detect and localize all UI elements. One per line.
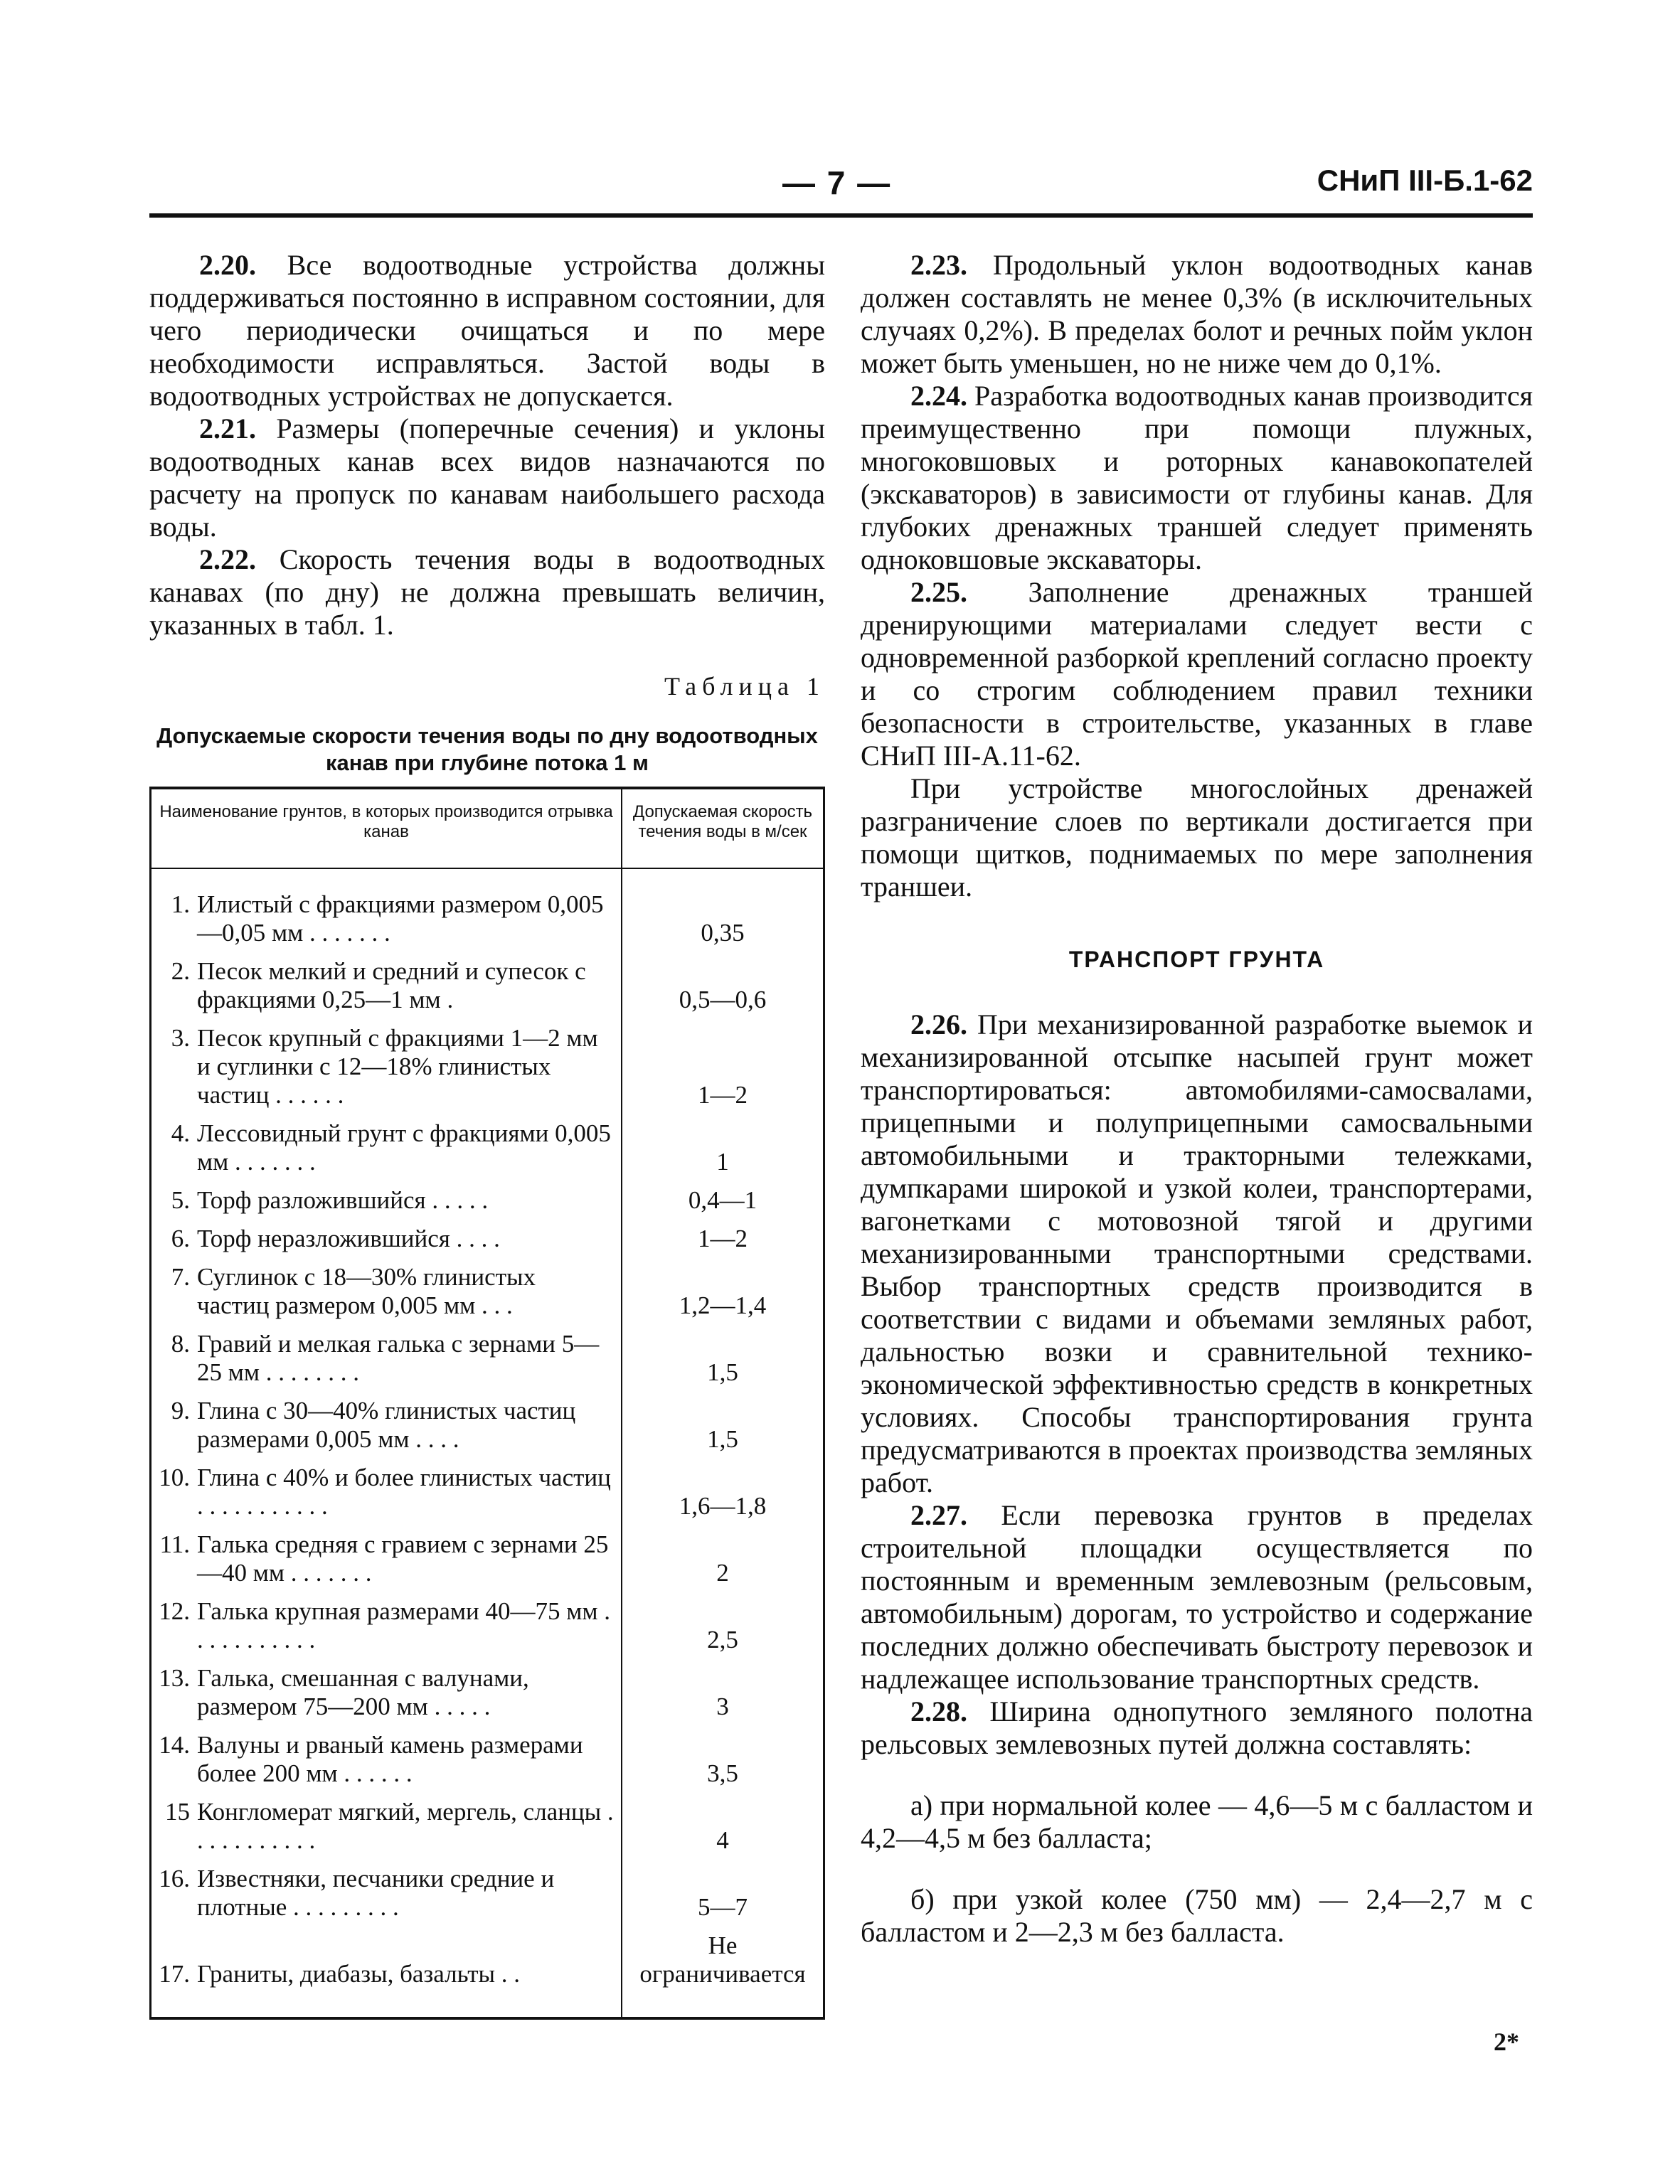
velocity-value: 2 [622, 1525, 824, 1592]
paragraph-2-22: 2.22. Скорость течения воды в водоотводных канавах (по дну) не должна превышать величин, указанных в табл. 1. [149, 543, 826, 641]
soil-name-cell [151, 1459, 622, 1525]
velocity-value: 1,5 [622, 1392, 824, 1459]
row-number: 14. [159, 1731, 190, 1759]
paragraph-2-25-continued: При устройстве многослойных дренажей разграничение слоев по вертикали достигается при помощи щитков, поднимаемых по мере заполнения траншеи. [861, 772, 1533, 902]
header-rule [149, 213, 1533, 218]
velocity-value: 1 [622, 1114, 824, 1181]
paragraph-2-28: 2.28. Ширина однопутного земляного полотна рельсовых землевозных путей должна составлять: [861, 1695, 1533, 1760]
table-row [151, 1220, 824, 1258]
soil-name-cell [151, 1220, 622, 1258]
soil-name-cell [151, 1114, 622, 1181]
soil-name-cell [151, 1592, 622, 1659]
paragraph-2-23: 2.23. Продольный уклон водоотводных канав должен составлять не менее 0,3% (в исключительных случаях 0,2%). В пределах болот и речных пойм уклон может быть уменьшен, но не ниже чем до 0,1%. [861, 249, 1533, 379]
table-row [151, 1592, 824, 1659]
table-row [151, 1927, 824, 2018]
column-header-soil: Наименование грунтов, в которых производится отрывка канав [151, 788, 622, 868]
soil-name-cell [151, 1258, 622, 1325]
table-row [151, 952, 824, 1019]
row-number: 1. [171, 890, 190, 918]
soil-name: Торф разложившийся . . . . . [197, 1186, 489, 1214]
soil-name-cell [151, 1392, 622, 1459]
list-item-a: а) при нормальной колее — 4,6—5 м с балластом и 4,2—4,5 м без балласта; [861, 1789, 1533, 1854]
velocity-value: 2,5 [622, 1592, 824, 1659]
velocity-value: 1,6—1,8 [622, 1459, 824, 1525]
paragraph-2-20: 2.20. Все водоотводные устройства должны поддерживаться постоянно в исправном состоянии, для чего периодически очищаться и по мере необходимости исправляться. Застой воды в водоотводных устройствах не допускается. [149, 249, 826, 412]
row-number: 12. [159, 1597, 190, 1625]
soil-name-cell [151, 868, 622, 952]
soil-name: Конгломерат мягкий, мергель, сланцы . . . . . . . . . . . [197, 1798, 614, 1854]
column-header-velocity: Допускаемая скорость течения воды в м/сек [622, 788, 824, 868]
soil-name: Илистый с фракциями размером 0,005—0,05 мм . . . . . . . [197, 890, 604, 947]
velocity-value: 5—7 [622, 1860, 824, 1927]
paragraph-2-25: 2.25. Заполнение дренажных траншей дренирующими материалами следует вести с одновременной разборкой креплений согласно проекту и со строгим соблюдением правил техники безопасности в строительстве, указанных в главе СНиП III-А.11-62. [861, 576, 1533, 772]
table-row [151, 1860, 824, 1927]
table-row [151, 1459, 824, 1525]
table-row [151, 868, 824, 952]
page-header [149, 164, 1533, 213]
row-number: 16. [159, 1865, 190, 1892]
velocity-table [149, 787, 825, 2020]
soil-name-cell [151, 952, 622, 1019]
table-row [151, 1793, 824, 1860]
row-number: 10. [159, 1464, 190, 1491]
soil-name: Галька крупная размерами 40—75 мм . . . . . . . . . . . [197, 1597, 611, 1653]
right-column [861, 249, 1533, 1977]
row-number: 8. [171, 1330, 190, 1358]
soil-name: Галька, смешанная с валунами, размером 75—200 мм . . . . . [197, 1664, 529, 1720]
table-row [151, 1181, 824, 1220]
soil-name-cell [151, 1793, 622, 1860]
soil-name: Галька средняя с гравием с зернами 25—40 мм . . . . . . . [197, 1530, 609, 1587]
soil-name-cell [151, 1927, 622, 2018]
soil-name: Глина с 40% и более глинистых частиц . . . . . . . . . . . [197, 1464, 611, 1520]
table-row [151, 1114, 824, 1181]
soil-name: Глина с 30—40% глинистых частиц размерами 0,005 мм . . . . [197, 1397, 576, 1453]
velocity-value: 0,35 [622, 868, 824, 952]
velocity-value: 0,5—0,6 [622, 952, 824, 1019]
row-number: 9. [171, 1397, 190, 1424]
row-number: 5. [171, 1186, 190, 1214]
list-item-b: б) при узкой колее (750 мм) — 2,4—2,7 м с балластом и 2—2,3 м без балласта. [861, 1883, 1533, 1948]
velocity-value: Не ограничивается [622, 1927, 824, 2018]
table-row [151, 1392, 824, 1459]
paragraph-2-27: 2.27. Если перевозка грунтов в пределах строительной площадки осуществляется по постоянным и временным землевозным (рельсовым, автомобильным) дорогам, то устройство и содержание последних должно обеспечивать быстроту перевозок и надлежащее использование транспортных средств. [861, 1499, 1533, 1695]
document-code: СНиП III-Б.1-62 [1317, 164, 1533, 197]
velocity-value: 0,4—1 [622, 1181, 824, 1220]
row-number: 13. [159, 1664, 190, 1692]
velocity-value: 1,2—1,4 [622, 1258, 824, 1325]
table-row [151, 1525, 824, 1592]
row-number: 6. [171, 1225, 190, 1252]
paragraph-2-24: 2.24. Разработка водоотводных канав производится преимущественно при помощи плужных, многоковшовых и роторных канавокопателей (экскаваторов) в зависимости от глубины канав. Для глубоких дренажных траншей следует применять одноковшовые экскаваторы. [861, 380, 1533, 575]
row-number: 2. [171, 957, 190, 985]
soil-name: Известняки, песчаники средние и плотные . . . . . . . . . [197, 1865, 555, 1921]
soil-name: Песок крупный с фракциями 1—2 мм и суглинки с 12—18% глинистых частиц . . . . . . [197, 1024, 598, 1109]
soil-name-cell [151, 1525, 622, 1592]
soil-name-cell [151, 1659, 622, 1726]
row-number: 7. [171, 1263, 190, 1291]
row-number: 4. [171, 1119, 190, 1147]
signature-mark: 2* [1494, 2028, 1519, 2056]
velocity-value: 4 [622, 1793, 824, 1860]
soil-name: Песок мелкий и средний и супесок с фракциями 0,25—1 мм . [197, 957, 586, 1013]
left-column [149, 249, 825, 2020]
row-number: 15 [165, 1798, 190, 1826]
table-row [151, 1019, 824, 1114]
paragraph-2-21: 2.21. Размеры (поперечные сечения) и уклоны водоотводных канав всех видов назначаются по расчету на пропуск по канавам наибольшего расхода воды. [149, 412, 825, 543]
soil-name: Торф неразложившийся . . . . [197, 1225, 500, 1252]
table-row [151, 1325, 824, 1392]
soil-name-cell [151, 1860, 622, 1927]
table-row [151, 1726, 824, 1793]
soil-name: Гравий и мелкая галька с зернами 5—25 мм . . . . . . . . [197, 1330, 600, 1386]
velocity-value: 1—2 [622, 1019, 824, 1114]
soil-name: Валуны и рваный камень размерами более 200 мм . . . . . . [197, 1731, 583, 1787]
soil-name-cell [151, 1325, 622, 1392]
table-row [151, 1258, 824, 1325]
soil-name: Лессовидный грунт с фракциями 0,005 мм . . . . . . . [197, 1119, 611, 1176]
soil-name: Граниты, диабазы, базальты . . [197, 1960, 521, 1988]
paragraph-2-26: 2.26. При механизированной разработке выемок и механизированной отсыпке насыпей грунт может транспортироваться: автомобилями-самосвалами, прицепными и полуприцепными самосвальными автомобильными и тракторными тележками, думпкарами широкой и узкой колеи, транспортерами, вагонетками с мотовозной тягой и другими механизированными транспортными средствами. Выбор транспортных средств производится в соответствии с видами и объемами земляных работ, дальностью возки и сравнительной технико-экономической эффективностью средств в конкретных условиях. Способы транспортирования грунта предусматриваются в проектах производства земляных работ. [861, 1008, 1533, 1498]
section-heading: ТРАНСПОРТ ГРУНТА [1068, 947, 1325, 972]
soil-name-cell [151, 1181, 622, 1220]
table-title: Допускаемые скорости течения воды по дну водоотводных канав при глубине потока 1 м [156, 723, 818, 775]
velocity-value: 1,5 [622, 1325, 824, 1392]
row-number: 11. [159, 1530, 190, 1558]
velocity-value: 3,5 [622, 1726, 824, 1793]
soil-name-cell [151, 1019, 622, 1114]
row-number: 3. [171, 1024, 190, 1052]
table-row [151, 1659, 824, 1726]
table-caption: Таблица 1 [664, 672, 825, 701]
soil-name: Суглинок с 18—30% глинистых частиц размером 0,005 мм . . . [197, 1263, 536, 1319]
soil-name-cell [151, 1726, 622, 1793]
velocity-value: 1—2 [622, 1220, 824, 1258]
row-number: 17. [159, 1960, 190, 1988]
page-number: — 7 — [782, 164, 892, 201]
velocity-value: 3 [622, 1659, 824, 1726]
